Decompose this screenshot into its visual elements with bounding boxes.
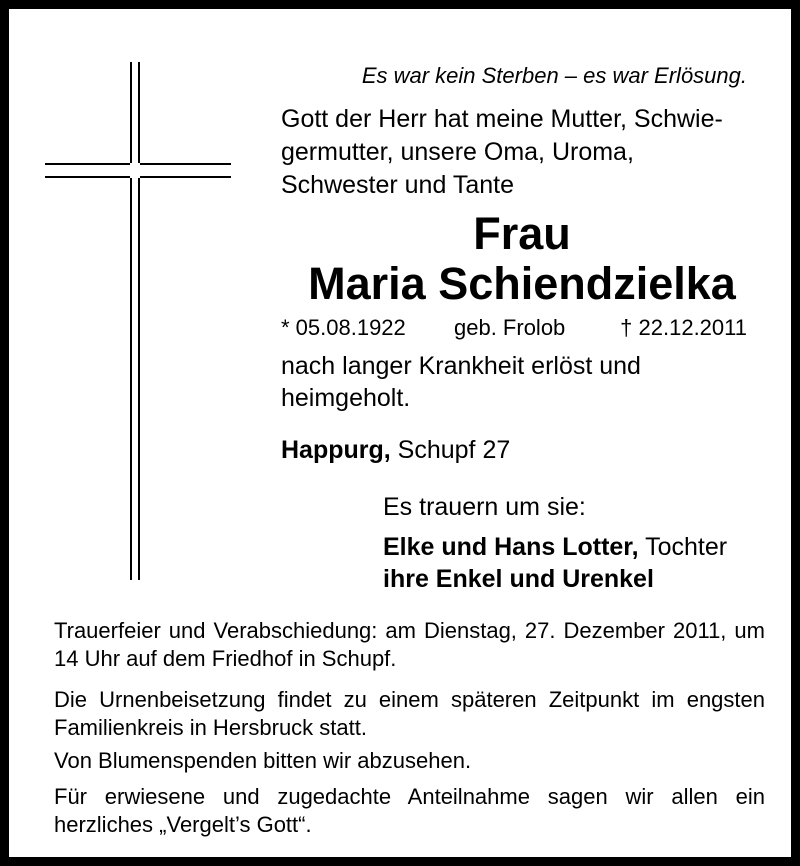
mourner-names: Elke und Hans Lotter, [383,533,639,561]
mourn-heading: Es trauern um sie: [383,493,586,521]
thanks-text: Für erwiesene und zugedachte Anteilnahme sagen wir allen ein herzliches „Vergelt’s Gott“. [54,784,765,837]
address-place: Happurg, [281,436,391,464]
mourner-entry [383,531,727,563]
birth-name: geb. Frolob [454,315,566,340]
mourner-relation: Tochter [638,533,728,561]
title-line: Frau [473,208,571,259]
deceased-name: Maria Schiendzielka [308,258,736,309]
mourners-list [383,531,727,595]
intro-line: Gott der Herr hat meine Mutter, Schwie- [281,105,723,133]
motto-text: Es war kein Sterben – es war Erlösung. [361,63,747,88]
illness-line: heimgeholt. [281,384,411,412]
flowers-text: Von Blumenspenden bitten wir abzusehen. [54,748,472,773]
death-date: † 22.12.2011 [620,315,747,340]
intro-line: Schwester und Tante [281,171,515,199]
intro-text [281,103,771,202]
address-street: Schupf 27 [390,436,511,464]
birth-date: * 05.08.1922 [281,315,406,340]
address [281,436,510,465]
mourner-entry: ihre Enkel und Urenkel [383,565,654,593]
intro-line: germutter, unsere Oma, Uroma, [281,138,634,166]
ceremony-text: Trauerfeier und Verabschiedung: am Dienstag, 27. Dezember 2011, um 14 Uhr auf dem Friedhof in Schupf. [54,618,765,671]
illness-text [281,350,751,414]
burial-text: Die Urnenbeisetzung findet zu einem späteren Zeitpunkt im engsten Familienkreis in Hersbruck statt. [54,687,765,740]
illness-line: nach langer Krankheit erlöst und [281,352,641,380]
